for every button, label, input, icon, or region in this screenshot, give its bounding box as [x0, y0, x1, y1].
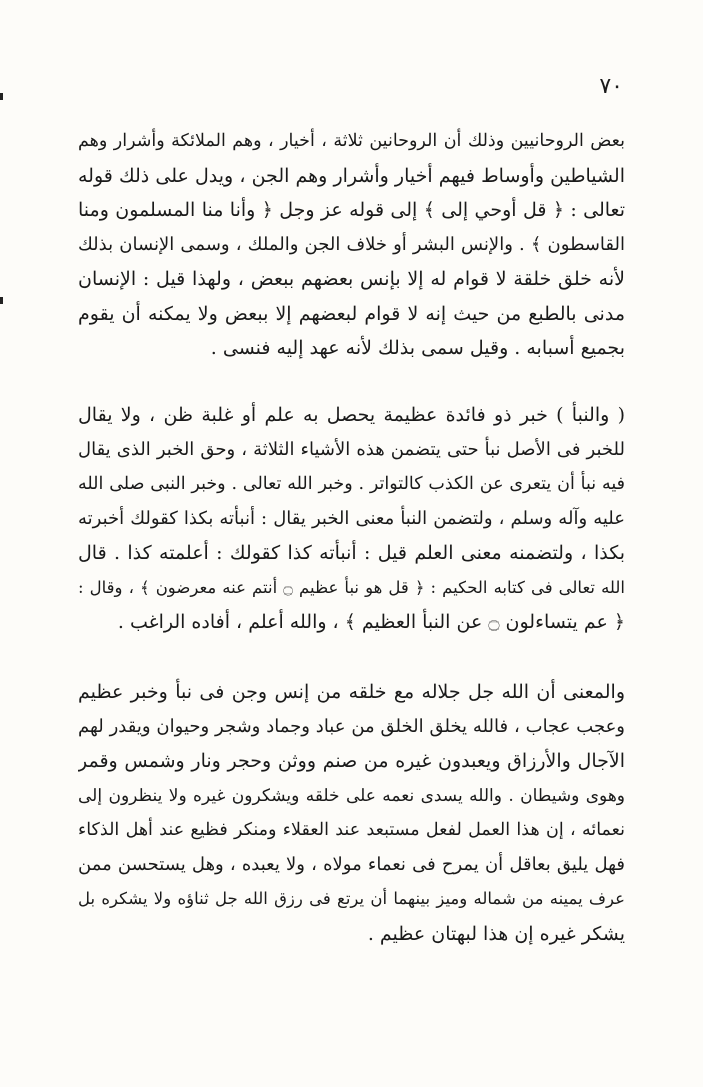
text-line: القاسطون ﴾ . والإنس البشر أو خلاف الجن والملك ، وسمى الإنسان بذلك [78, 233, 625, 255]
text-line: وهوى وشيطان . والله يسدى نعمه على خلقه ويشكرون غيره ولا ينظرون إلى [78, 785, 625, 806]
text-line: يشكر غيره إن هذا لبهتان عظيم . [367, 922, 625, 945]
text-line: تعالى : ﴿ قل أوحي إلى ﴾ إلى قوله عز وجل ﴿ وأنا منا المسلمون ومنا [78, 199, 625, 221]
text-line: عرف يمينه من شماله وميز بينهما أن يرتع فى رزق الله جل ثناؤه ولا يشكره بل [78, 889, 625, 908]
text-line: بعض الروحانيين وذلك أن الروحانين ثلاثة ، أخيار ، وهم الملائكة وأشرار وهم [78, 131, 625, 151]
text-line: الشياطين وأوساط فيهم أخيار وأشرار وهم الجن ، ويدل على ذلك قوله [78, 164, 625, 187]
text-line: عليه وآله وسلم ، ولتضمن النبأ معنى الخبر يقال : أنبأته بكذا كقولك أخبرته [78, 507, 625, 529]
text-line: ( والنبأ ) خبر ذو فائدة عظيمة يحصل به علم أو غلبة ظن ، ولا يقال [78, 404, 625, 426]
text-line: بكذا ، ولتضمنه معنى العلم قيل : أنبأته كذا كقولك : أعلمته كذا . قال [78, 542, 625, 564]
text-line: ﴿ عم يتساءلون ۝ عن النبأ العظيم ﴾ ، والله أعلم ، أفاده الراغب . [117, 611, 625, 633]
paragraph-3 [78, 675, 625, 951]
text-line: الآجال والأرزاق ويعبدون غيره من صنم ووثن وحجر ونار وشمس وقمر [78, 750, 625, 772]
text-line: للخبر فى الأصل نبأ حتى يتضمن هذه الأشياء الثلاثة ، وحق الخبر الذى يقال [78, 438, 625, 460]
page-number: ٧٠ [599, 74, 623, 99]
paragraph-1 [78, 124, 625, 366]
text-line: الله تعالى فى كتابه الحكيم : ﴿ قل هو نبأ عظيم ۝ أنتم عنه معرضون ﴾ ، وقال : [78, 577, 625, 597]
text-line: لأنه خلق خلقة لا قوام له إلا بإنس بعضهم ببعض ، ولهذا قيل : الإنسان [78, 268, 625, 290]
text-line: بجميع أسبابه . وقيل سمى بذلك لأنه عهد إليه فنسى . [210, 337, 625, 359]
edge-mark [0, 93, 3, 100]
text-line: مدنى بالطبع من حيث إنه لا قوام لبعضهم إلا ببعض ولا يمكنه أن يقوم [78, 302, 625, 325]
text-line: والمعنى أن الله جل جلاله مع خلقه من إنس وجن فى نبأ وخبر عظيم [78, 681, 625, 703]
text-line: نعمائه ، إن هذا العمل لفعل مستبعد عند العقلاء ومنكر فظيع عند أهل الذكاء [78, 820, 625, 840]
edge-mark [0, 297, 3, 304]
text-line: وعجب عجاب ، فالله يخلق الخلق من عباد وجماد وشجر وحيوان ويقدر لهم [78, 715, 625, 737]
text-line: فيه نبأ أن يتعرى عن الكذب كالتواتر . وخبر الله تعالى . وخبر النبى صلى الله [78, 474, 625, 494]
text-line: فهل يليق بعاقل أن يمرح فى نعماء مولاه ، ولا يعبده ، وهل يستحسن ممن [78, 853, 625, 875]
paragraph-2 [78, 398, 625, 640]
